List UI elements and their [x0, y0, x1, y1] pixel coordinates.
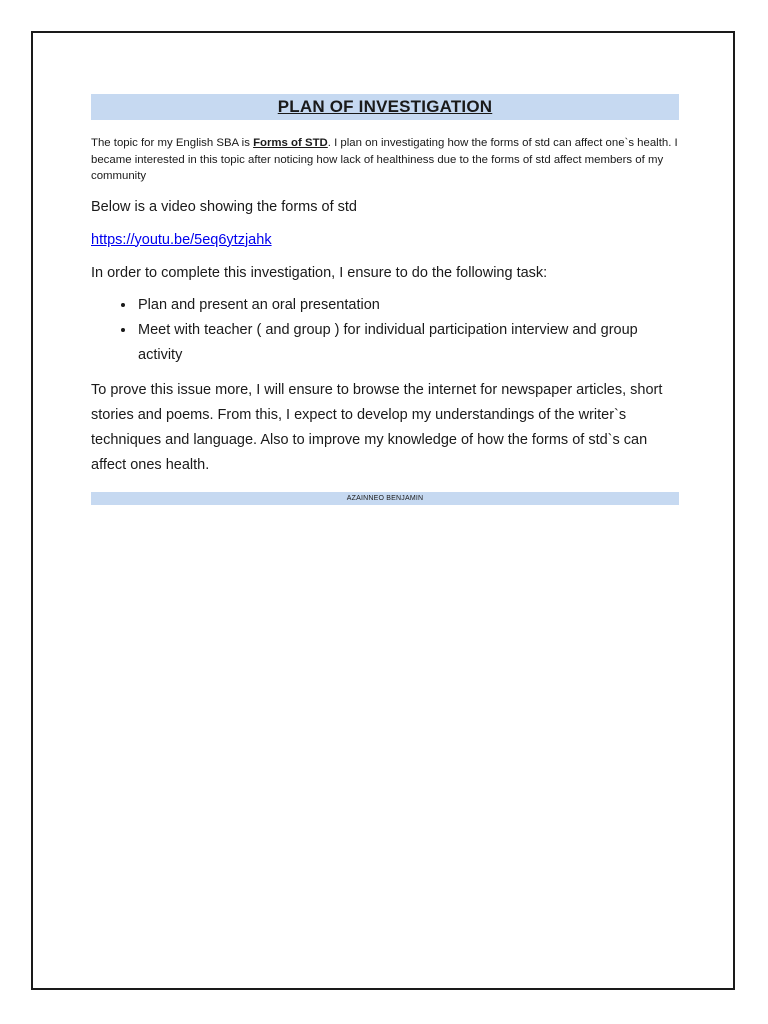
task-item: • Meet with teacher ( and group ) for individual participation interview and group activity — [136, 318, 679, 368]
task-intro: In order to complete this investigation, I ensure to do the following task: — [91, 264, 548, 281]
intro-paragraph — [91, 135, 679, 185]
page-title: PLAN OF INVESTIGATION — [277, 97, 493, 116]
intro-topic: Forms of STD — [253, 137, 328, 149]
intro-after-topic: . I plan on investigating how the forms of std can affect one`s health. I became interested in this topic after noticing how lack of healthiness due to the forms of std affect members of my community — [91, 137, 678, 182]
document-content — [91, 94, 679, 505]
intro-before-topic: The topic for my English SBA is — [91, 137, 254, 149]
closing-paragraph: To prove this issue more, I will ensure to browse the internet for newspaper articles, short stories and poems. From this, I expect to develop my understandings of the writer`s techniques and language. Also to improve my knowledge of how the forms of std`s can affect ones health. — [91, 381, 663, 473]
title-bar — [91, 94, 679, 120]
footer-bar — [91, 492, 679, 505]
task-list — [91, 293, 679, 368]
document-page — [31, 31, 735, 990]
task-item: • Plan and present an oral presentation — [136, 293, 679, 318]
video-line: Below is a video showing the forms of std — [91, 198, 357, 215]
video-link[interactable]: https://youtu.be/5eq6ytzjahk — [91, 231, 272, 248]
footer-author: AZAINNEO BENJAMIN — [346, 494, 424, 502]
